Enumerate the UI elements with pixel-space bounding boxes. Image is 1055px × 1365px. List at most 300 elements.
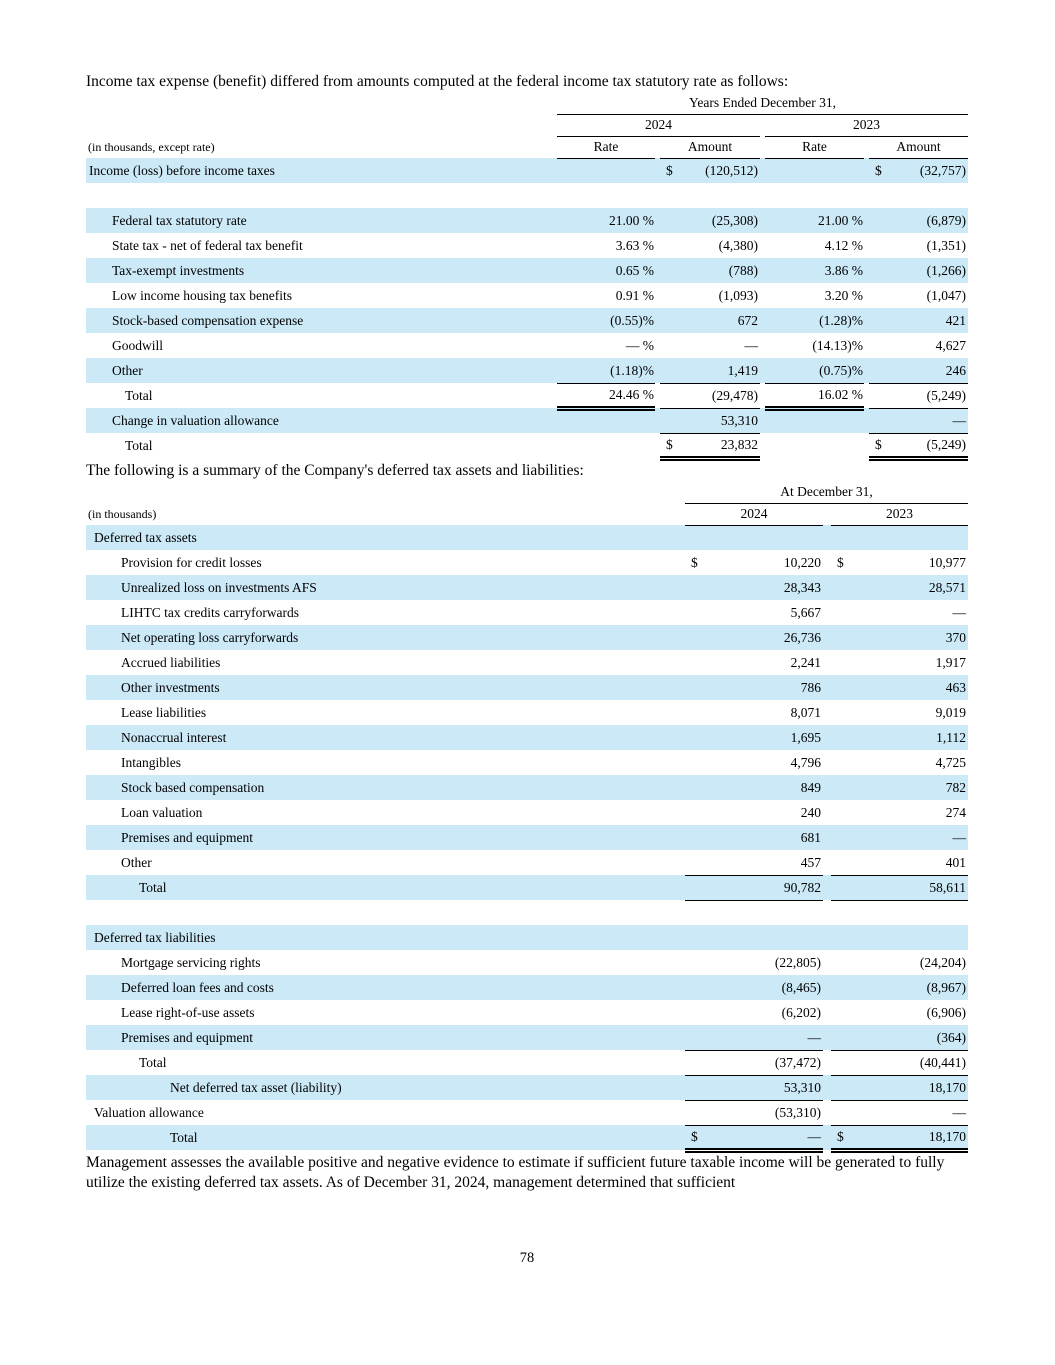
cell-c24 bbox=[685, 1075, 823, 1100]
cell-content bbox=[831, 630, 968, 646]
cell-content bbox=[765, 288, 864, 304]
cell-content bbox=[685, 1030, 823, 1046]
cell-value: 10,977 bbox=[928, 554, 966, 570]
row-label: Provision for credit losses bbox=[121, 554, 262, 570]
deferred-tax-table bbox=[86, 481, 968, 1153]
table-row bbox=[86, 750, 968, 775]
row-label: Low income housing tax benefits bbox=[112, 287, 292, 303]
cell-value: (22,805) bbox=[774, 954, 821, 970]
column-gap bbox=[823, 775, 831, 800]
tax-rate-reconciliation-table bbox=[86, 92, 968, 461]
cell-c23 bbox=[831, 1050, 968, 1075]
cell-c23 bbox=[831, 575, 968, 600]
cell-value: 849 bbox=[800, 779, 821, 795]
row-label: Lease liabilities bbox=[121, 704, 207, 720]
row-label: Unrealized loss on investments AFS bbox=[86, 575, 685, 600]
spacer-row bbox=[86, 900, 968, 925]
row-label: Accrued liabilities bbox=[121, 654, 221, 670]
cell-value: — bbox=[952, 829, 966, 845]
cell-content bbox=[869, 338, 968, 354]
cell-content bbox=[869, 437, 968, 453]
cell-content bbox=[685, 680, 823, 696]
cell-c23 bbox=[831, 650, 968, 675]
cell-c24 bbox=[685, 575, 823, 600]
cell-c23 bbox=[831, 850, 968, 875]
cell-content bbox=[660, 388, 760, 404]
cell-c24 bbox=[685, 725, 823, 750]
cell-value: — bbox=[807, 1128, 821, 1144]
row-label: Income (loss) before income taxes bbox=[86, 158, 557, 183]
cell-amt24 bbox=[660, 258, 760, 283]
table-header-row bbox=[86, 92, 968, 114]
row-label: State tax - net of federal tax benefit bbox=[112, 237, 303, 253]
cell-rate23 bbox=[765, 233, 864, 258]
row-label: Federal tax statutory rate bbox=[86, 208, 557, 233]
cell-value: (1,093) bbox=[718, 287, 758, 303]
cell-value: 4.12 % bbox=[824, 237, 863, 253]
table-header-row bbox=[86, 481, 968, 503]
cell-content bbox=[831, 580, 968, 596]
cell-c24 bbox=[685, 800, 823, 825]
table-header-row bbox=[86, 136, 968, 158]
cell-c23 bbox=[831, 825, 968, 850]
cell-value: — bbox=[952, 1104, 966, 1120]
cell-c24 bbox=[685, 625, 823, 650]
cell-rate23 bbox=[765, 208, 864, 233]
amount-2024-column-header: Amount bbox=[660, 136, 760, 158]
cell-value: 786 bbox=[800, 679, 821, 695]
cell-value: 8,071 bbox=[790, 704, 821, 720]
cell-value: 4,796 bbox=[790, 754, 821, 770]
cell-amt24 bbox=[660, 333, 760, 358]
cell-content bbox=[869, 238, 968, 254]
cell-value: (25,308) bbox=[711, 212, 758, 228]
table-row bbox=[86, 650, 968, 675]
cell-amt24 bbox=[660, 433, 760, 458]
cell-content bbox=[660, 288, 760, 304]
header-spacer bbox=[86, 481, 685, 503]
cell-content bbox=[831, 1080, 968, 1096]
cell-value: 21.00 % bbox=[609, 212, 654, 228]
table-header-row bbox=[86, 114, 968, 136]
row-label: Total bbox=[86, 1125, 685, 1150]
cell-content bbox=[685, 605, 823, 621]
cell-value: 421 bbox=[945, 312, 967, 328]
column-gap bbox=[823, 875, 831, 900]
cell-content bbox=[869, 288, 968, 304]
cell-content bbox=[660, 163, 760, 179]
cell-c23 bbox=[831, 975, 968, 1000]
cell-content bbox=[685, 630, 823, 646]
cell-content bbox=[765, 363, 864, 379]
cell-content bbox=[831, 605, 968, 621]
table-row bbox=[86, 600, 968, 625]
cell-value: 3.63 % bbox=[615, 237, 654, 253]
cell-rate24 bbox=[557, 333, 655, 358]
cell-amt24 bbox=[660, 308, 760, 333]
cell-value: 246 bbox=[945, 362, 967, 378]
row-label: Total bbox=[125, 387, 153, 403]
cell-content bbox=[831, 755, 968, 771]
cell-content bbox=[831, 1005, 968, 1021]
cell-content bbox=[831, 1105, 968, 1121]
cell-content bbox=[685, 1105, 823, 1121]
cell-rate23 bbox=[765, 433, 864, 458]
table-row bbox=[86, 925, 968, 950]
cell-content bbox=[557, 263, 655, 279]
cell-content bbox=[831, 880, 968, 896]
cell-value: 457 bbox=[800, 854, 821, 870]
cell-rate24 bbox=[557, 433, 655, 458]
table-row bbox=[86, 1075, 968, 1100]
cell-value: — bbox=[952, 604, 966, 620]
cell-value: (4,380) bbox=[718, 237, 758, 253]
cell-amt23 bbox=[869, 308, 968, 333]
header-spacer bbox=[86, 114, 557, 136]
table2-title: At December 31, bbox=[685, 481, 968, 503]
column-gap bbox=[823, 503, 831, 525]
cell-amt23 bbox=[869, 358, 968, 383]
cell-value: 26,736 bbox=[783, 629, 821, 645]
cell-c24 bbox=[685, 1125, 823, 1150]
cell-amt23 bbox=[869, 433, 968, 458]
currency-symbol: $ bbox=[837, 1128, 844, 1144]
cell-amt24 bbox=[660, 158, 760, 183]
column-gap bbox=[823, 850, 831, 875]
row-label: Goodwill bbox=[112, 337, 164, 353]
table-row bbox=[86, 333, 968, 358]
table-header-row bbox=[86, 503, 968, 525]
cell-c23 bbox=[831, 750, 968, 775]
cell-value: (24,204) bbox=[919, 954, 966, 970]
cell-c24 bbox=[685, 875, 823, 900]
cell-value: 0.91 % bbox=[615, 287, 654, 303]
year-2024-header: 2024 bbox=[685, 503, 823, 525]
cell-content bbox=[660, 413, 760, 429]
cell-content bbox=[869, 413, 968, 429]
cell-content bbox=[869, 313, 968, 329]
cell-value: (37,472) bbox=[774, 1054, 821, 1070]
column-gap bbox=[823, 650, 831, 675]
cell-value: 5,667 bbox=[790, 604, 821, 620]
table-row bbox=[86, 875, 968, 900]
intro-paragraph: Income tax expense (benefit) differed from amounts computed at the federal income tax statutory rate as follows: bbox=[86, 73, 789, 90]
column-gap bbox=[823, 525, 831, 550]
cell-content bbox=[831, 780, 968, 796]
cell-rate23 bbox=[765, 333, 864, 358]
cell-content bbox=[831, 805, 968, 821]
cell-content bbox=[685, 1055, 823, 1071]
cell-value: 90,782 bbox=[783, 879, 821, 895]
cell-content bbox=[869, 363, 968, 379]
cell-c23 bbox=[831, 675, 968, 700]
column-gap bbox=[823, 1125, 831, 1150]
cell-c24 bbox=[685, 750, 823, 775]
cell-value: 672 bbox=[737, 312, 758, 328]
cell-content bbox=[685, 1129, 823, 1145]
cell-value: (8,967) bbox=[926, 979, 966, 995]
cell-content bbox=[685, 805, 823, 821]
cell-value: 16.02 % bbox=[818, 386, 863, 402]
cell-amt23 bbox=[869, 408, 968, 433]
row-label: Other investments bbox=[86, 675, 685, 700]
cell-c23 bbox=[831, 1100, 968, 1125]
cell-content bbox=[831, 1129, 968, 1145]
row-label: Deferred tax liabilities bbox=[86, 925, 685, 950]
cell-content bbox=[685, 730, 823, 746]
cell-rate23 bbox=[765, 258, 864, 283]
cell-content bbox=[557, 288, 655, 304]
cell-value: (364) bbox=[936, 1029, 966, 1045]
cell-content bbox=[685, 555, 823, 571]
cell-amt23 bbox=[869, 283, 968, 308]
cell-value: 53,310 bbox=[720, 412, 758, 428]
cell-amt23 bbox=[869, 333, 968, 358]
cell-content bbox=[685, 1080, 823, 1096]
middle-paragraph: The following is a summary of the Company's deferred tax assets and liabilities: bbox=[86, 461, 584, 479]
cell-content bbox=[685, 1005, 823, 1021]
cell-value: 463 bbox=[945, 679, 966, 695]
column-gap bbox=[823, 725, 831, 750]
cell-content bbox=[831, 830, 968, 846]
row-label: Net deferred tax asset (liability) bbox=[86, 1075, 685, 1100]
cell-value: (6,202) bbox=[781, 1004, 821, 1020]
cell-c24 bbox=[685, 1050, 823, 1075]
cell-content bbox=[660, 238, 760, 254]
cell-content bbox=[685, 580, 823, 596]
table-row bbox=[86, 975, 968, 1000]
cell-rate23 bbox=[765, 383, 864, 408]
cell-c24 bbox=[685, 1100, 823, 1125]
cell-value: — % bbox=[625, 337, 654, 353]
column-gap bbox=[823, 1025, 831, 1050]
cell-value: (5,249) bbox=[926, 387, 967, 403]
cell-content bbox=[765, 213, 864, 229]
cell-value: (6,879) bbox=[926, 212, 967, 228]
cell-content bbox=[557, 313, 655, 329]
cell-content bbox=[869, 213, 968, 229]
row-label: Lease right-of-use assets bbox=[121, 1004, 255, 1020]
amount-2023-column-header: Amount bbox=[869, 136, 968, 158]
rate-2024-column-header: Rate bbox=[557, 136, 655, 158]
table-row bbox=[86, 1000, 968, 1025]
cell-content bbox=[869, 263, 968, 279]
table-row bbox=[86, 950, 968, 975]
cell-content bbox=[660, 437, 760, 453]
currency-symbol: $ bbox=[666, 163, 673, 179]
cell-value: 1,112 bbox=[936, 729, 966, 745]
cell-rate24 bbox=[557, 158, 655, 183]
cell-value: 28,343 bbox=[783, 579, 821, 595]
closing-paragraph: Management assesses the available positive and negative evidence to estimate if sufficient future taxable income will be generated to fully utilize the existing deferred tax assets. As of December 31, 2024, management determined that sufficient bbox=[86, 1153, 945, 1192]
row-label: LIHTC tax credits carryforwards bbox=[121, 604, 300, 620]
column-gap bbox=[823, 675, 831, 700]
column-gap bbox=[823, 600, 831, 625]
cell-c24 bbox=[685, 600, 823, 625]
cell-content bbox=[685, 780, 823, 796]
column-gap bbox=[823, 975, 831, 1000]
cell-value: (5,249) bbox=[926, 436, 967, 452]
cell-content bbox=[660, 213, 760, 229]
cell-c23 bbox=[831, 1125, 968, 1150]
cell-content bbox=[685, 755, 823, 771]
cell-value: 1,917 bbox=[935, 654, 966, 670]
cell-content bbox=[685, 955, 823, 971]
cell-value: (1.28)% bbox=[819, 312, 863, 328]
units-note: (in thousands) bbox=[88, 506, 157, 521]
cell-rate24 bbox=[557, 258, 655, 283]
cell-value: 3.20 % bbox=[824, 287, 863, 303]
cell-amt24 bbox=[660, 208, 760, 233]
cell-content bbox=[765, 387, 864, 403]
table-row bbox=[86, 625, 968, 650]
table-row bbox=[86, 675, 968, 700]
table-row bbox=[86, 775, 968, 800]
table-row bbox=[86, 725, 968, 750]
row-label: Other bbox=[121, 854, 152, 870]
year-2023-header: 2023 bbox=[765, 114, 968, 136]
column-gap bbox=[823, 575, 831, 600]
row-label: Premises and equipment bbox=[86, 1025, 685, 1050]
table-row bbox=[86, 208, 968, 233]
table-row bbox=[86, 1025, 968, 1050]
currency-symbol: $ bbox=[666, 436, 673, 452]
cell-c23 bbox=[831, 875, 968, 900]
cell-content bbox=[557, 363, 655, 379]
cell-value: 24.46 % bbox=[609, 386, 654, 402]
cell-rate24 bbox=[557, 208, 655, 233]
currency-symbol: $ bbox=[875, 163, 882, 179]
cell-content bbox=[685, 980, 823, 996]
cell-content bbox=[660, 313, 760, 329]
cell-c23 bbox=[831, 800, 968, 825]
cell-rate24 bbox=[557, 358, 655, 383]
table-row bbox=[86, 850, 968, 875]
row-label: Stock based compensation bbox=[86, 775, 685, 800]
table-row bbox=[86, 433, 968, 458]
cell-c24 bbox=[685, 1000, 823, 1025]
cell-c23 bbox=[831, 1025, 968, 1050]
table-row bbox=[86, 283, 968, 308]
cell-value: (8,465) bbox=[781, 979, 821, 995]
cell-value: 1,695 bbox=[790, 729, 821, 745]
cell-content bbox=[660, 363, 760, 379]
table-row bbox=[86, 1100, 968, 1125]
cell-content bbox=[765, 313, 864, 329]
table-row bbox=[86, 825, 968, 850]
cell-value: (1.18)% bbox=[610, 362, 654, 378]
cell-c23 bbox=[831, 550, 968, 575]
cell-content bbox=[685, 705, 823, 721]
cell-content bbox=[831, 555, 968, 571]
cell-content bbox=[869, 388, 968, 404]
cell-rate24 bbox=[557, 283, 655, 308]
cell-amt23 bbox=[869, 233, 968, 258]
cell-value: (40,441) bbox=[919, 1054, 966, 1070]
cell-content bbox=[831, 980, 968, 996]
cell-value: (1,047) bbox=[926, 287, 967, 303]
cell-content bbox=[831, 1055, 968, 1071]
cell-value: 0.65 % bbox=[615, 262, 654, 278]
cell-value: (32,757) bbox=[919, 163, 967, 179]
cell-rate24 bbox=[557, 233, 655, 258]
cell-value: 9,019 bbox=[935, 704, 966, 720]
cell-value: (29,478) bbox=[711, 387, 758, 403]
page-number: 78 bbox=[519, 1249, 535, 1266]
currency-symbol: $ bbox=[691, 554, 698, 570]
column-gap bbox=[823, 1075, 831, 1100]
cell-rate24 bbox=[557, 408, 655, 433]
column-gap bbox=[823, 825, 831, 850]
table-row bbox=[86, 525, 968, 550]
cell-content bbox=[557, 387, 655, 403]
cell-rate23 bbox=[765, 408, 864, 433]
cell-rate23 bbox=[765, 308, 864, 333]
column-gap bbox=[823, 950, 831, 975]
cell-c24 bbox=[685, 925, 823, 950]
year-2023-header: 2023 bbox=[831, 503, 968, 525]
cell-value: 18,170 bbox=[928, 1128, 966, 1144]
spacer-row bbox=[86, 183, 968, 208]
cell-amt24 bbox=[660, 358, 760, 383]
row-label: Nonaccrual interest bbox=[86, 725, 685, 750]
cell-c23 bbox=[831, 950, 968, 975]
cell-c23 bbox=[831, 1075, 968, 1100]
cell-amt23 bbox=[869, 158, 968, 183]
cell-amt23 bbox=[869, 383, 968, 408]
cell-content bbox=[831, 680, 968, 696]
cell-c23 bbox=[831, 925, 968, 950]
currency-symbol: $ bbox=[691, 1128, 698, 1144]
cell-value: 18,170 bbox=[928, 1079, 966, 1095]
cell-content bbox=[660, 263, 760, 279]
cell-value: 401 bbox=[945, 854, 966, 870]
cell-value: 782 bbox=[945, 779, 966, 795]
header-spacer bbox=[86, 92, 557, 114]
cell-value: (53,310) bbox=[774, 1104, 821, 1120]
table-row bbox=[86, 308, 968, 333]
cell-content bbox=[831, 855, 968, 871]
cell-value: 2,241 bbox=[790, 654, 821, 670]
row-label: Net operating loss carryforwards bbox=[86, 625, 685, 650]
cell-c23 bbox=[831, 775, 968, 800]
table-row bbox=[86, 800, 968, 825]
cell-value: 240 bbox=[800, 804, 821, 820]
cell-value: 58,611 bbox=[929, 879, 966, 895]
table-row bbox=[86, 700, 968, 725]
column-gap bbox=[823, 1050, 831, 1075]
column-gap bbox=[823, 925, 831, 950]
cell-c24 bbox=[685, 850, 823, 875]
cell-content bbox=[557, 238, 655, 254]
year-2024-header: 2024 bbox=[557, 114, 760, 136]
row-label: Other bbox=[86, 358, 557, 383]
cell-c24 bbox=[685, 775, 823, 800]
column-gap bbox=[823, 550, 831, 575]
cell-value: 28,571 bbox=[928, 579, 966, 595]
cell-content bbox=[831, 730, 968, 746]
cell-content bbox=[685, 655, 823, 671]
cell-c24 bbox=[685, 525, 823, 550]
row-label: Deferred tax assets bbox=[86, 525, 685, 550]
row-label: Premises and equipment bbox=[86, 825, 685, 850]
cell-value: 21.00 % bbox=[818, 212, 863, 228]
row-label: Total bbox=[139, 1054, 167, 1070]
cell-value: — bbox=[807, 1029, 821, 1045]
table-row bbox=[86, 158, 968, 183]
cell-c23 bbox=[831, 700, 968, 725]
table1-title: Years Ended December 31, bbox=[557, 92, 968, 114]
